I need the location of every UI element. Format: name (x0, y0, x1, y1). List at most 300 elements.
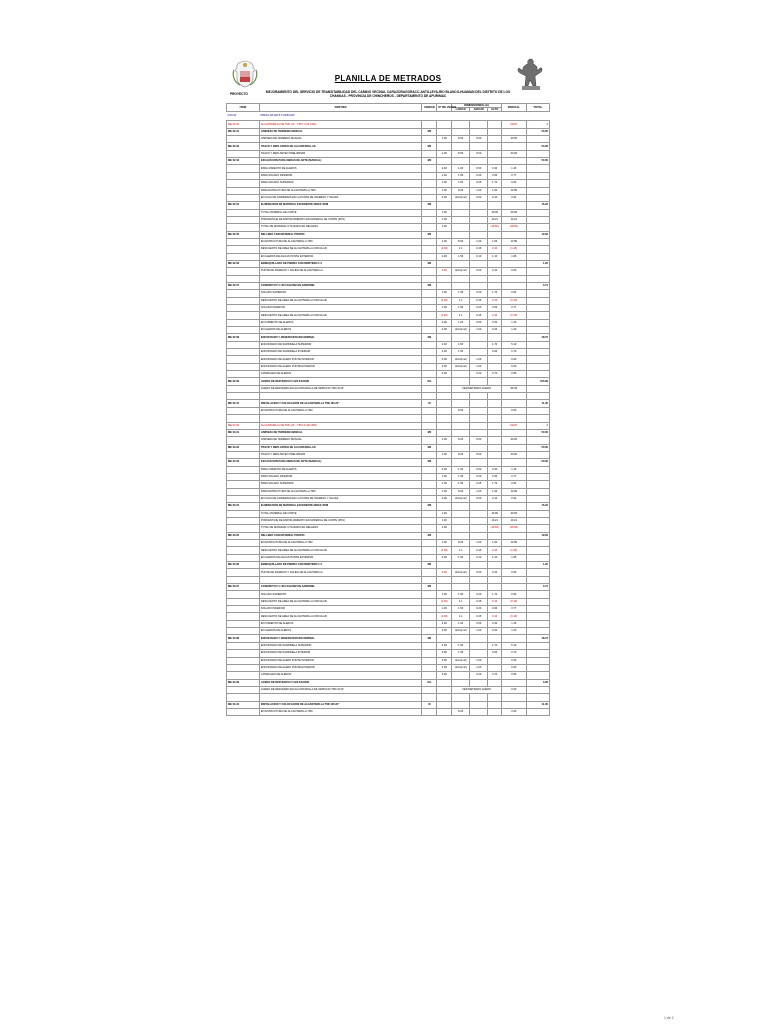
cell-total (526, 686, 549, 693)
cell-item (227, 363, 260, 370)
cell-ancho (470, 224, 488, 231)
cell-unidad: M3 (422, 202, 437, 209)
cell-partida: ENCOFRADO DE ALERO PUNTE EXTERIOR (259, 664, 422, 671)
cell-unidad (422, 312, 437, 319)
cell-partida: PARA CIMIENTO DE ALEROS (259, 165, 422, 172)
cell-partida: LIMPIEZA DE TERRENO MANUAL (259, 437, 422, 444)
cell-total (526, 246, 549, 253)
cell-partida: ENCOFRADO DE ALERO PUNTE INTERIOR (259, 657, 422, 664)
cell-n-veces (437, 158, 452, 165)
cell-n-veces: 4.00 (437, 356, 452, 363)
detail-row (227, 642, 550, 649)
cell-partida: TOTAL DE MATERIAL UTILIZADO EN RELLENO (259, 525, 422, 532)
cell-item: ME 03.05 (227, 532, 260, 539)
cell-n-veces (437, 407, 452, 414)
cell-partida: PARA SOLADO SUPERIOR (259, 481, 422, 488)
cell-unidad: M (422, 400, 437, 407)
cell-largo: 8.00 (452, 150, 470, 157)
col-header-item: ITEM (227, 104, 260, 112)
cell-ancho (470, 701, 488, 708)
cell-ancho: 0.50 (470, 466, 488, 473)
cell-total (526, 466, 549, 473)
cell-partida: EMBOQUILLADO DE PIEDRA CON MORTERO 1:4 (259, 260, 422, 267)
cell-ancho: 0.50 (470, 165, 488, 172)
col-header-largo: LARGO (452, 108, 470, 112)
cell-ancho (470, 562, 488, 569)
cell-partida: SOLADO SUPERIOR (259, 591, 422, 598)
cell-alto: 0.10 (488, 246, 502, 253)
cell-alto: 0.70 (488, 371, 502, 378)
cell-parcial: 1.16 (502, 319, 526, 326)
cell-ancho: 0.00 (470, 569, 488, 576)
cell-partida: EN ESTRUCTURA DE ALCANTARILLA TMC (259, 238, 422, 245)
cell-largo (452, 635, 470, 642)
cell-alto (488, 635, 502, 642)
cell-largo (452, 672, 470, 679)
cell-ancho: 0.00 (470, 194, 488, 201)
cell-unidad (422, 473, 437, 480)
cell-ancho: 0.20 (470, 591, 488, 598)
cell-unidad (422, 385, 437, 392)
cell-alto: 0.10 (488, 547, 502, 554)
cell-largo (452, 422, 470, 429)
cell-largo: Unico(m2) (452, 569, 470, 576)
cell-n-veces: 1.00 (437, 540, 452, 547)
cell-unidad (422, 275, 437, 282)
cell-alto (488, 437, 502, 444)
cell-unidad (422, 238, 437, 245)
cell-total (526, 642, 549, 649)
cell-item: ME 03.07 (227, 584, 260, 591)
cell-largo (452, 128, 470, 135)
cell-parcial: 0.77 (502, 172, 526, 179)
cell-item (227, 488, 260, 495)
detail-row (227, 657, 550, 664)
cell-largo: Unico(m2) (452, 495, 470, 502)
cell-unidad (422, 121, 437, 128)
cell-partida: ENCOFRADO DE SARDINELA SUPERIOR (259, 341, 422, 348)
cell-ancho (470, 415, 488, 422)
cell-largo: 1.50 (452, 180, 470, 187)
cell-total: 50.00 (526, 143, 549, 150)
cell-item (227, 136, 260, 143)
cell-ancho (470, 444, 488, 451)
cell-unidad (422, 650, 437, 657)
cell-parcial: 0.92 (502, 495, 526, 502)
cell-item (227, 694, 260, 701)
cell-alto (488, 701, 502, 708)
item-group-row (227, 429, 550, 436)
cell-partida: SOLADO SUPERIOR (259, 290, 422, 297)
cell-ancho: 5.00 (470, 437, 488, 444)
cell-ancho (470, 642, 488, 649)
cell-n-veces (437, 708, 452, 715)
cell-n-veces (437, 422, 452, 429)
cell-largo: Unico(m2) (452, 356, 470, 363)
cell-parcial: (19.66) (502, 525, 526, 532)
cell-parcial: 0.60 (502, 268, 526, 275)
cell-largo: 1.50 (452, 290, 470, 297)
section-code: 2.00.00 (227, 114, 237, 118)
cell-partida: ELIMINACION DE MATERIAL EXCEDENTE DMAX=5KM (259, 202, 422, 209)
cell-item: ME 02.01 (227, 128, 260, 135)
cell-parcial (502, 275, 526, 282)
cell-alto: 1.10 (488, 554, 502, 561)
col-header-total: TOTAL (526, 104, 549, 112)
cell-partida: EN ALEROS DE AGUAS PUNTE EXTERIOR (259, 554, 422, 561)
cell-n-veces: 4.00 (437, 620, 452, 627)
cell-total: 48.72 (526, 635, 549, 642)
cell-largo (452, 694, 470, 701)
cell-unidad (422, 613, 437, 620)
cell-item: ME 03.04 (227, 503, 260, 510)
cell-largo (452, 415, 470, 422)
cell-parcial: 0.60 (502, 569, 526, 576)
cell-ancho: 0.46 (470, 312, 488, 319)
cell-total (526, 305, 549, 312)
cell-n-veces (437, 635, 452, 642)
cell-n-veces (437, 202, 452, 209)
cell-parcial: 0.00 (502, 708, 526, 715)
blank-row (227, 694, 550, 701)
item-group-row (227, 128, 550, 135)
cell-largo: 1.50 (452, 481, 470, 488)
cell-ancho: 0.20 (470, 473, 488, 480)
cell-partida: EN ESTRUCTURA DE ALCANTARILLA TMC (259, 708, 422, 715)
cell-unidad (422, 363, 437, 370)
cell-partida: EN ESTRUCTURA DE ALCANTARILLA TMC (259, 407, 422, 414)
cell-n-veces: (1.00) (437, 547, 452, 554)
cell-parcial (502, 393, 526, 400)
blank-row (227, 415, 550, 422)
cell-parcial: 40.96 (502, 510, 526, 517)
detail-row (227, 305, 550, 312)
cell-largo (452, 224, 470, 231)
cell-unidad: M2 (422, 635, 437, 642)
cell-total: 11.00 (526, 701, 549, 708)
cell-parcial: 1.66 (502, 253, 526, 260)
cell-partida: DESCUENTO DE AREA DE ALCANTARILLA CIRCULAR (259, 547, 422, 554)
cell-parcial: 10.21 (502, 216, 526, 223)
cell-largo: 1.50 (452, 305, 470, 312)
cell-total (526, 327, 549, 334)
cell-n-veces (437, 393, 452, 400)
cell-ancho: 1.00 (470, 628, 488, 635)
cell-alto (488, 378, 502, 385)
cell-partida: EN ALEROS DE AGUAS PUNTE EXTERIOR (259, 253, 422, 260)
cell-total (526, 150, 549, 157)
cell-ancho: 1.00 (470, 238, 488, 245)
item-group-row (227, 444, 550, 451)
cell-largo (452, 576, 470, 583)
cell-total: 15.22 (526, 503, 549, 510)
cell-parcial: (0.10) (502, 297, 526, 304)
detail-row (227, 187, 550, 194)
cell-alto (488, 136, 502, 143)
cell-item (227, 297, 260, 304)
detail-row (227, 268, 550, 275)
cell-item: ME 03.08 (227, 635, 260, 642)
cell-item: ME 03.03 (227, 459, 260, 466)
cell-total: 50.00 (526, 128, 549, 135)
cell-alto: 1.60 (488, 540, 502, 547)
cell-n-veces (437, 584, 452, 591)
cell-partida: ENCOFRADO DE SARDINELA INTERIOR (259, 349, 422, 356)
section-title: OBRAS DE ARTE Y DRENAJE (260, 114, 295, 118)
cell-item: ME 02.06 (227, 260, 260, 267)
cell-largo: Unico(m2) (452, 268, 470, 275)
detail-row (227, 517, 550, 524)
cell-n-veces: 4.00 (437, 664, 452, 671)
cell-ancho (470, 282, 488, 289)
cell-ancho: 0.25 (470, 180, 488, 187)
cell-total (526, 253, 549, 260)
cell-item (227, 319, 260, 326)
cell-ancho: 0.10 (470, 253, 488, 260)
cell-unidad: M2 (422, 429, 437, 436)
cell-unidad (422, 481, 437, 488)
cell-ancho (470, 400, 488, 407)
cell-item (227, 525, 260, 532)
cell-unidad (422, 466, 437, 473)
cell-largo: 1.1 (452, 246, 470, 253)
cell-unidad (422, 136, 437, 143)
detail-row (227, 510, 550, 517)
cell-total: 105.99 (526, 378, 549, 385)
cell-total (526, 554, 549, 561)
cell-n-veces: 1.00 (437, 187, 452, 194)
cell-item (227, 290, 260, 297)
cell-ancho: 0.46 (470, 613, 488, 620)
cell-largo: 1.50 (452, 642, 470, 649)
structure-header-row (227, 121, 550, 128)
cell-ancho: 0.00 (470, 268, 488, 275)
cell-parcial (502, 202, 526, 209)
col-header-dimensiones: DIMENSIONES (m) (452, 104, 502, 108)
cell-alto (488, 415, 502, 422)
cell-ancho: 0.00 (470, 495, 488, 502)
cell-item (227, 238, 260, 245)
cell-total: 15.22 (526, 202, 549, 209)
cell-largo (452, 701, 470, 708)
cell-n-veces: 4.00 (437, 569, 452, 576)
cell-largo (452, 334, 470, 341)
cell-total: 0.74 (526, 584, 549, 591)
cell-total (526, 525, 549, 532)
detail-row (227, 312, 550, 319)
cell-n-veces: 1.00 (437, 510, 452, 517)
cell-total: 2 (526, 121, 549, 128)
cell-item (227, 606, 260, 613)
cell-n-veces (437, 444, 452, 451)
cell-ancho (470, 650, 488, 657)
cell-partida: PORCENTAJE DE ESPONJAMIENTO EN MATERIAL DE CORTE (25%) (259, 216, 422, 223)
cell-parcial: 12.80 (502, 187, 526, 194)
cell-largo (452, 282, 470, 289)
detail-row (227, 437, 550, 444)
cell-parcial (502, 459, 526, 466)
cell-ancho (470, 341, 488, 348)
cell-ancho: 1.00 (470, 327, 488, 334)
item-group-row (227, 202, 550, 209)
cell-parcial (502, 562, 526, 569)
cell-n-veces (437, 562, 452, 569)
detail-row (227, 246, 550, 253)
cell-n-veces: (1.00) (437, 613, 452, 620)
cell-item: ME 02.09 (227, 378, 260, 385)
cell-unidad (422, 246, 437, 253)
cell-partida: LIMPIEZA DE TERRENO MANUAL (259, 128, 422, 135)
cell-item (227, 305, 260, 312)
cell-item: ME 03.00 (227, 422, 260, 429)
cell-parcial: (0.10) (502, 613, 526, 620)
cell-parcial: 40.00 (502, 150, 526, 157)
cell-total (526, 628, 549, 635)
blank-row (227, 393, 550, 400)
cell-ancho: 5.00 (470, 451, 488, 458)
cell-ancho (470, 128, 488, 135)
cell-partida: LIMPIEZA DE TERRENO MANUAL (259, 136, 422, 143)
cell-item (227, 246, 260, 253)
cell-unidad (422, 554, 437, 561)
cell-alto: 40.96 (488, 510, 502, 517)
cell-unidad (422, 268, 437, 275)
cell-partida: SOLADO INFERIOR (259, 305, 422, 312)
cell-alto (488, 282, 502, 289)
cell-total (526, 591, 549, 598)
cell-unidad: M3 (422, 282, 437, 289)
cell-total: 19.62 (526, 231, 549, 238)
cell-item (227, 209, 260, 216)
cell-total (526, 385, 549, 392)
cell-largo (452, 517, 470, 524)
cell-ancho (470, 143, 488, 150)
cell-parcial: 5.10 (502, 341, 526, 348)
cell-largo (452, 584, 470, 591)
cell-parcial (502, 444, 526, 451)
cell-ancho: 0.46 (470, 297, 488, 304)
cell-total (526, 598, 549, 605)
cell-total (526, 275, 549, 282)
cell-unidad (422, 628, 437, 635)
cell-largo: 1.50 (452, 606, 470, 613)
detail-row (227, 371, 550, 378)
cell-total (526, 238, 549, 245)
cell-partida: TRAZO Y REPLANTEO PRELIMINAR (259, 451, 422, 458)
cell-alto (488, 407, 502, 414)
cell-ancho: 5.00 (470, 150, 488, 157)
cell-alto: 0.50 (488, 473, 502, 480)
cell-parcial: 6.00 (502, 657, 526, 664)
page-title: PLANILLA DE METRADOS (334, 74, 442, 83)
cell-ancho: 5.00 (470, 136, 488, 143)
cell-alto: 0.30 (488, 620, 502, 627)
cell-largo: 1.00 (452, 165, 470, 172)
cell-alto (488, 664, 502, 671)
cell-largo: VER METRADO ACERO (452, 686, 502, 693)
cell-alto (488, 584, 502, 591)
cell-n-veces: 1.00 (437, 591, 452, 598)
cell-partida (259, 576, 422, 583)
cell-parcial (502, 415, 526, 422)
cell-alto (488, 576, 502, 583)
cell-total (526, 708, 549, 715)
cell-alto: 0.60 (488, 650, 502, 657)
cell-unidad (422, 591, 437, 598)
cell-parcial: 0.56 (502, 672, 526, 679)
cell-item (227, 312, 260, 319)
cell-item: ME 02.10 (227, 400, 260, 407)
cell-item (227, 349, 260, 356)
cell-partida: EN CIMIENTO DE ALEROS (259, 319, 422, 326)
cell-item: ME 02.05 (227, 231, 260, 238)
cell-total (526, 349, 549, 356)
cell-unidad (422, 547, 437, 554)
cell-total (526, 363, 549, 370)
cell-largo (452, 562, 470, 569)
cell-parcial (502, 503, 526, 510)
cell-total (526, 517, 549, 524)
cell-n-veces: 1.00 (437, 481, 452, 488)
cell-ancho: 0.25 (470, 481, 488, 488)
cell-item (227, 194, 260, 201)
col-header-partida: PARTIDA (259, 104, 422, 112)
cell-unidad (422, 150, 437, 157)
cell-n-veces (437, 231, 452, 238)
cell-item (227, 598, 260, 605)
cell-alto: 0.10 (488, 495, 502, 502)
cell-n-veces: 1.00 (437, 209, 452, 216)
cell-item (227, 407, 260, 414)
cell-ancho (470, 407, 488, 414)
cell-partida: CONCRETO F'c=210 KG/CM2 EN SARDINEL (259, 584, 422, 591)
detail-row (227, 150, 550, 157)
cell-total (526, 672, 549, 679)
detail-row (227, 180, 550, 187)
cell-alto (488, 429, 502, 436)
detail-row (227, 407, 550, 414)
detail-row (227, 495, 550, 502)
item-group-row (227, 701, 550, 708)
cell-partida (259, 415, 422, 422)
cell-unidad (422, 510, 437, 517)
cell-alto (488, 393, 502, 400)
detail-row (227, 591, 550, 598)
cell-alto: 0.10 (488, 613, 502, 620)
cell-total (526, 664, 549, 671)
cell-item: ME 02.00 (227, 121, 260, 128)
cell-item (227, 672, 260, 679)
cell-total (526, 180, 549, 187)
cell-parcial: (19.66) (502, 224, 526, 231)
cell-n-veces: 4.00 (437, 628, 452, 635)
cell-alto (488, 363, 502, 370)
cell-unidad (422, 606, 437, 613)
cell-n-veces: 1.00 (437, 451, 452, 458)
cell-total (526, 407, 549, 414)
cell-n-veces: 1.00 (437, 517, 452, 524)
cell-alto: 1.60 (488, 238, 502, 245)
cell-parcial: 1.66 (502, 554, 526, 561)
cell-unidad: M3 (422, 158, 437, 165)
cell-alto: 0.20 (488, 327, 502, 334)
cell-item (227, 415, 260, 422)
cell-ancho (470, 532, 488, 539)
cell-alto (488, 694, 502, 701)
cell-n-veces (437, 143, 452, 150)
cell-unidad: M3 (422, 584, 437, 591)
cell-ancho (470, 231, 488, 238)
